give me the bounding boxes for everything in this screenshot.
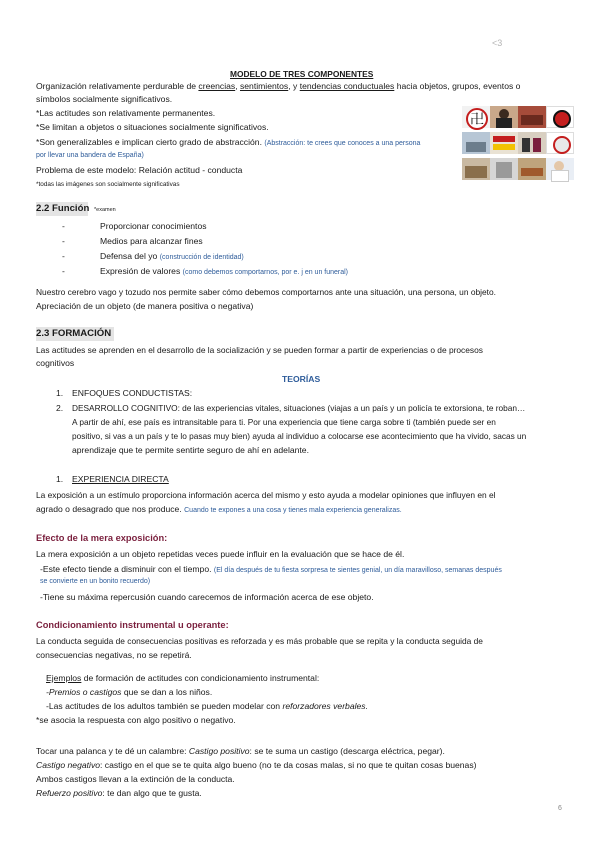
theory-1-number: 1. [56, 388, 64, 398]
intro-line-1: Organización relativamente perdurable de creencias, sentimientos, y tendencias conductuales hacia objetos, grupos, eventos o [36, 81, 521, 91]
page-number: 6 [558, 805, 562, 812]
theory-2-number: 2. [56, 403, 64, 413]
image-grid [462, 106, 572, 184]
theory-1: ENFOQUES CONDUCTISTAS: [72, 388, 193, 398]
theories-title: TEORÍAS [282, 374, 321, 384]
function-item-3: Defensa del yo (construcción de identidad) [100, 251, 244, 261]
theory-2-line-2: A partir de ahí, ese país es intransitable para ti. Por una experiencia que tiene carga sobre ti (también puede ser en [72, 417, 496, 427]
crowd-image [518, 106, 546, 128]
list-item: - [62, 251, 65, 261]
formation-intro-2: cognitivos [36, 358, 75, 368]
list-item: - [62, 266, 65, 276]
list-item: - [62, 236, 65, 246]
pope-image [546, 158, 574, 180]
function-item-1: Proporcionar conocimientos [100, 221, 207, 231]
theory-2-line-3: positivo, si vas a un país y te lo pasas muy bien) ayuda al individuo a colocarse ese acontecimiento que ha vivido, sacas un [72, 431, 527, 441]
brain-paragraph: Nuestro cerebro vago y tozudo nos permite saber cómo debemos comportarnos ante una situación, una persona, un objeto. [36, 287, 496, 297]
section-2-3-title: 2.3 FORMACIÓN [36, 328, 112, 339]
group-image [518, 132, 546, 154]
swastika-icon: 卍 [466, 108, 488, 130]
mere-exposure-line-1: La mera exposición a un objeto repetidas veces puede influir en la evaluación que se hace de él. [36, 549, 405, 559]
nazi-flag-image [462, 106, 490, 128]
experience-number: 1. [56, 474, 64, 484]
experience-line-2: agrado o desagrado que nos produce. Cuando te expones a una cosa y tienes mala experiencia generalizas. [36, 504, 402, 514]
exam-tag: *examen [94, 207, 116, 213]
abstraction-note: por llevar una bandera de España) [36, 152, 144, 159]
corner-mark: <3 [492, 38, 503, 48]
experience-line-1: La exposición a un estímulo proporciona información acerca del mismo y esto ayuda a modelar opiniones que influyen en el [36, 490, 496, 500]
logo-image [546, 106, 574, 128]
images-note: *todas las imágenes son socialmente significativas [36, 181, 180, 188]
reinforcement-line: Refuerzo positivo: te dan algo que te gusta. [36, 788, 202, 798]
appreciation-line: Apreciación de un objeto (de manera positiva o negativa) [36, 301, 254, 311]
market-image [518, 158, 546, 180]
building-image [490, 158, 518, 180]
theory-2-line-1: DESARROLLO COGNITIVO: de las experiencias vitales, situaciones (viajas a un país y un policía te extorsiona, te roban… [72, 403, 526, 413]
mere-exposure-line-3: -Tiene su máxima repercusión cuando carecemos de información acerca de ese objeto. [40, 592, 374, 602]
formation-intro-1: Las actitudes se aprenden en el desarrollo de la socialización y se pueden formar a partir de experiencias o de procesos [36, 345, 483, 355]
list-item: - [62, 221, 65, 231]
limited-line: *Se limitan a objetos o situaciones socialmente significativos. [36, 122, 269, 132]
conditioning-line-2: consecuencias negativas, no se repetirá. [36, 650, 192, 660]
mere-exposure-note: se convierte en un bonito recuerdo) [40, 578, 151, 585]
section-2-2-title: 2.2 Función [36, 203, 90, 214]
page-title: MODELO DE TRES COMPONENTES [230, 69, 374, 79]
problem-line: Problema de este modelo: Relación actitud - conducta [36, 165, 243, 175]
punishment-line-2: Castigo negativo: castigo en el que se te quita algo bueno (no te da cosas malas, si no que te quitan cosas buenas) [36, 760, 477, 770]
portrait-image [490, 106, 518, 128]
mere-exposure-title: Efecto de la mera exposición: [36, 533, 168, 543]
permanent-line: *Las actitudes son relativamente permanentes. [36, 108, 216, 118]
example-3: *se asocia la respuesta con algo positivo o negativo. [36, 715, 236, 725]
generalizable-line: *Son generalizables e implican cierto grado de abstracción. (Abstracción: te crees que conoces a una persona [36, 137, 421, 147]
mere-exposure-line-2: -Este efecto tiende a disminuir con el tiempo. (El día después de tu fiesta sorpresa te sientes genial, un día maravilloso, semanas después [40, 564, 502, 574]
theory-2-line-4: aprendizaje que te permite sentirte seguro de ahí en adelante. [72, 445, 309, 455]
emblem-image [546, 132, 574, 154]
punishment-line-3: Ambos castigos llevan a la extinción de la conducta. [36, 774, 235, 784]
intro-line-2: símbolos socialmente significativos. [36, 94, 173, 104]
conditioning-title: Condicionamiento instrumental u operante: [36, 620, 229, 630]
function-item-4: Expresión de valores (como debemos comportarnos, por e. j en un funeral) [100, 266, 349, 276]
punishment-line-1: Tocar una palanca y te dé un calambre: Castigo positivo: se te suma un castigo (descarga eléctrica, pegar). [36, 746, 445, 756]
examples-heading: Ejemplos de formación de actitudes con condicionamiento instrumental: [46, 673, 320, 683]
family-image [462, 158, 490, 180]
example-1: -Premios o castigos que se dan a los niños. [46, 687, 213, 697]
conditioning-line-1: La conducta seguida de consecuencias positivas es reforzada y es más probable que se repita y la conducta seguida de [36, 636, 483, 646]
experience-title: EXPERIENCIA DIRECTA [72, 474, 169, 484]
example-2: -Las actitudes de los adultos también se pueden modelar con reforzadores verbales. [46, 701, 368, 711]
flags-image [490, 132, 518, 154]
function-item-2: Medios para alcanzar fines [100, 236, 203, 246]
people-image [462, 132, 490, 154]
